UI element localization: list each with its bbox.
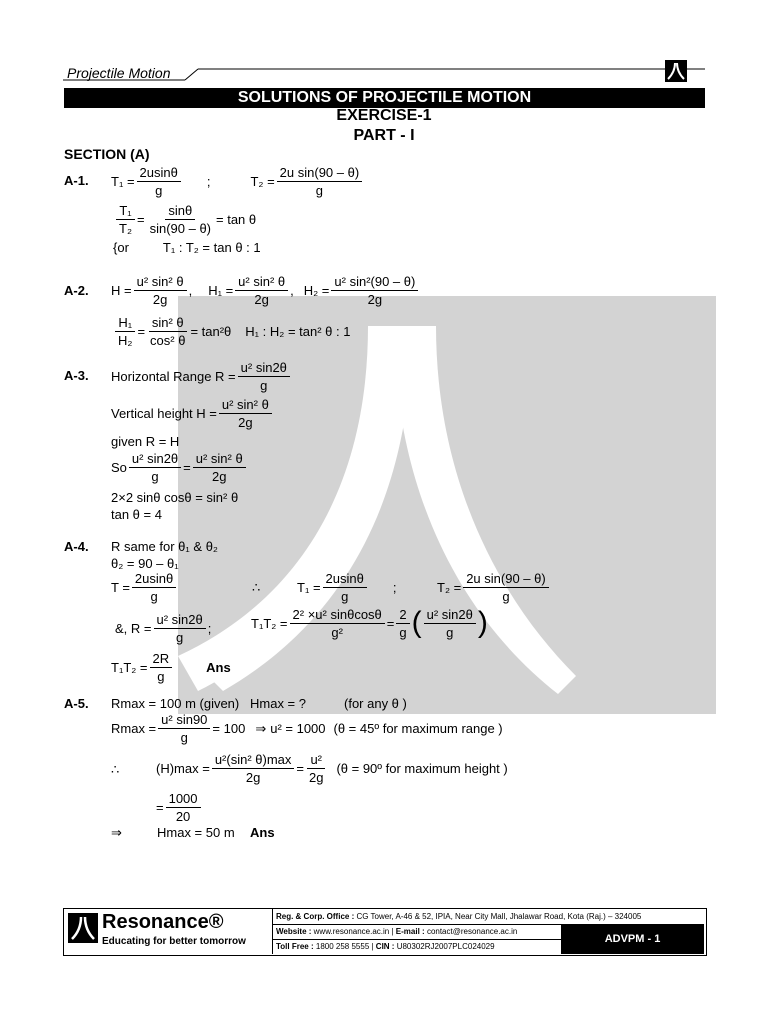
a1-t-ratio: $\frac{\text{T₁}}{\text{T₂}}$ [116, 203, 135, 236]
a2-sin-cos-ratio: $\frac{\text{sin² θ}}{\text{cos² θ}}$ [150, 315, 186, 348]
a1-sin-ratio: $\frac{\sin\theta}{\sin(90 - \theta)}$ [149, 203, 212, 236]
a4-paren-close: ) [477, 606, 488, 639]
a1-t1-fraction: $\frac{2usin\theta}{g}$ [137, 165, 181, 198]
a4-t1t2-row [251, 606, 488, 640]
a4-final-lhs: T₁T₂ = [111, 660, 148, 675]
a4-t2-row [437, 571, 551, 604]
a1-ratio: T₁ : T₂ = tan θ : 1 [162, 240, 261, 255]
page-code [561, 924, 704, 954]
a4-coef-fraction: $\frac{2}{g}$ [396, 607, 409, 640]
a4-t1-fraction: $\frac{2usin\theta}{g}$ [323, 571, 367, 604]
a3-height-fraction: $\frac{\text{u² sin² θ}}{2g}$ [219, 397, 272, 430]
a5-final-implies: ⇒ [111, 825, 122, 840]
a1-eq: = [137, 212, 145, 227]
a5-hmax-row [156, 752, 508, 785]
a4-t2-lhs: T₂ = [437, 580, 462, 595]
office-label: Reg. & Corp. Office : [276, 912, 355, 921]
watermark-logo [178, 296, 716, 714]
a5-rmax-lhs: Rmax = [111, 721, 157, 736]
a3-so-left-fraction: $\frac{\text{u² sin2θ}}{g}$ [129, 451, 181, 484]
a1-t2-fraction: $\frac{\text{2u sin(90 – θ)}}{g}$ [277, 165, 363, 198]
a5-hmax-given: Hmax = ? [250, 696, 306, 711]
a4-r-row [115, 612, 211, 645]
a3-so-eq: = [183, 460, 191, 475]
a2-h1-fraction: $\frac{\text{u² sin² θ}}{2g}$ [235, 274, 288, 307]
a4-therefore: ∴ [252, 580, 261, 595]
a1-sep: ; [206, 174, 211, 189]
question-label-a3: A-3. [64, 368, 89, 383]
office-address: CG Tower, A-46 & 52, IPIA, Near City Mall, Jhalawar Road, Kota (Raj.) – 324005 [356, 912, 642, 921]
footer-web-row [273, 924, 561, 940]
a3-range-lhs: Horizontal Range R = [111, 369, 236, 384]
a3-result: tan θ = 4 [111, 507, 162, 522]
a5-therefore: ∴ [111, 762, 120, 777]
a4-line2: θ₂ = 90 – θ₁ [111, 556, 179, 571]
tollfree-number: 1800 258 5555 | [315, 942, 374, 951]
a3-so [111, 451, 248, 484]
a5-hmax-note: (θ = 90º for maximum height ) [336, 761, 508, 776]
a2-h2-fraction: $\frac{\text{u² sin²(90 – θ)}}{2g}$ [331, 274, 418, 307]
footer-toll-row [273, 939, 561, 954]
tollfree-label: Toll Free : [276, 942, 314, 951]
a2-h-fraction: $\frac{\text{u² sin² θ}}{2g}$ [134, 274, 187, 307]
a5-hmax-fraction2: $\frac{\text{u²}}{2g}$ [308, 752, 324, 785]
a2-comma1: , [188, 283, 193, 298]
part-title: PART - I [353, 127, 415, 144]
cin-number: U80302RJ2007PLC024029 [396, 942, 495, 951]
a4-t1t2-lhs: T₁T₂ = [251, 615, 288, 631]
a4-r-lhs: &, R = [115, 621, 152, 636]
question-label-a4: A-4. [64, 539, 89, 554]
website-link[interactable]: www.resonance.ac.in | [313, 927, 394, 936]
a4-paren-open: ( [411, 606, 422, 639]
a2-line2 [113, 315, 350, 348]
a4-t-lhs: T = [111, 580, 130, 595]
title-banner [64, 88, 705, 108]
resonance-header-icon [665, 60, 687, 82]
cin-label: CIN : [375, 942, 395, 951]
footer-logo [66, 911, 271, 951]
a5-value-fraction: $\frac{1000}{20}$ [166, 791, 201, 824]
chapter-title: Projectile Motion [67, 65, 171, 81]
a1-line1 [111, 165, 364, 198]
a3-range-fraction: $\frac{\text{u² sin2θ}}{g}$ [238, 360, 290, 393]
a4-r-fraction: $\frac{\text{u² sin2θ}}{g}$ [154, 612, 206, 645]
a4-paren-fraction: $\frac{\text{u² sin2θ}}{g}$ [424, 607, 476, 640]
a4-t1t2-eq: = [386, 615, 395, 631]
a5-final: Hmax = 50 m [157, 825, 235, 840]
a4-t1-row [297, 571, 396, 604]
a5-u2: u² = 1000 [270, 721, 326, 736]
a2-tan-result: = tan²θ [190, 324, 232, 339]
question-label-a2: A-2. [64, 283, 89, 298]
a1-line3 [113, 240, 261, 255]
title-banner-text: SOLUTIONS OF PROJECTILE MOTION [237, 89, 532, 106]
logo-name: Resonance® [102, 911, 224, 933]
a5-rmax-row [111, 712, 503, 745]
a1-line2 [114, 203, 256, 236]
a4-t1t2-fraction: $\frac{\text{2² ×u² sinθcosθ}}{\text{g²}}$ [290, 607, 385, 640]
a4-t2-fraction: $\frac{\text{2u sin(90 – θ)}}{g}$ [463, 571, 549, 604]
a3-so-right-fraction: $\frac{\text{u² sin² θ}}{2g}$ [193, 451, 246, 484]
section-title: SECTION (A) [64, 146, 150, 162]
a4-t-fraction: $\frac{2usin\theta}{g}$ [132, 571, 176, 604]
a5-ans: Ans [250, 825, 275, 840]
a4-final-row [111, 651, 231, 684]
a3-so-label: So [111, 460, 127, 475]
a4-sep: ; [392, 580, 397, 595]
page-code-text: ADVPM - 1 [604, 933, 661, 945]
website-label: Website : [276, 927, 312, 936]
a4-ans: Ans [206, 660, 231, 675]
a5-rmax-rhs: = 100 [212, 721, 246, 736]
a5-note: (for any θ ) [344, 696, 407, 711]
a3-height-lhs: Vertical height H = [111, 406, 217, 421]
a1-or: {or [113, 240, 129, 255]
a2-h-ratio: $\frac{\text{H₁}}{\text{H₂}}$ [115, 315, 135, 348]
a2-line1 [111, 274, 420, 307]
a3-range [111, 360, 292, 393]
a5-hmax-lhs: (H)max = [156, 761, 210, 776]
question-label-a1: A-1. [64, 173, 89, 188]
a2-ratio: H₁ : H₂ = tan² θ : 1 [245, 324, 351, 339]
logo-tagline: Educating for better tomorrow [102, 936, 246, 947]
email-link[interactable]: contact@resonance.ac.in [426, 927, 518, 936]
a1-t1-lhs: T₁ = [111, 174, 135, 189]
a5-value-row [156, 791, 203, 824]
a3-given: given R = H [111, 434, 180, 449]
a5-rmax-note: (θ = 45º for maximum range ) [333, 721, 503, 736]
email-label: E-mail : [395, 927, 425, 936]
a5-hmax-fraction: $\frac{\text{u²(sin² θ)max}}{2g}$ [212, 752, 295, 785]
a5-rmax-fraction: $\frac{\text{u² sin90}}{g}$ [158, 712, 210, 745]
header-rule [63, 60, 705, 84]
footer-office-row [273, 909, 704, 925]
a2-h1-lhs: H₁ = [208, 283, 234, 298]
a4-t1-lhs: T₁ = [297, 580, 321, 595]
a5-val-eq: = [156, 800, 164, 815]
a4-final-fraction: $\frac{2R}{g}$ [150, 651, 173, 684]
a4-r-sep: ; [207, 621, 212, 636]
a5-implies: ⇒ [255, 720, 267, 736]
a2-h2-lhs: H₂ = [303, 283, 330, 298]
a2-h-lhs: H = [111, 283, 132, 298]
a5-rmax-given: Rmax = 100 m (given) [111, 696, 240, 711]
a2-eq: = [137, 324, 146, 339]
a3-step: 2×2 sinθ cosθ = sin² θ [111, 490, 239, 505]
a4-t-row [111, 571, 178, 604]
a1-tan-result: = tan θ [216, 212, 257, 227]
question-label-a5: A-5. [64, 696, 89, 711]
a1-t2-lhs: T₂ = [250, 174, 275, 189]
a3-height [111, 397, 274, 430]
a2-comma2: , [290, 283, 294, 298]
resonance-logo-icon [68, 913, 98, 943]
a4-line1: R same for θ₁ & θ₂ [111, 539, 218, 554]
exercise-title: EXERCISE-1 [336, 107, 432, 124]
a5-hmax-eq: = [296, 761, 304, 776]
footer-divider [272, 909, 273, 954]
